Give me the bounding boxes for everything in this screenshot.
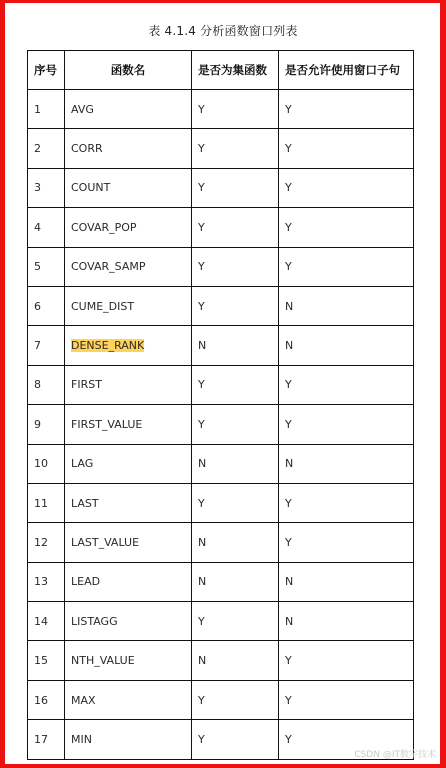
cell-function-name: LAG — [65, 444, 192, 483]
table-row — [28, 247, 414, 286]
cell-function-name: FIRST — [65, 365, 192, 404]
cell-allows-window-clause: N — [279, 444, 414, 483]
table-row — [28, 208, 414, 247]
table-caption: 表 4.1.4 分析函数窗口列表 — [148, 24, 298, 38]
cell-index: 2 — [28, 129, 65, 168]
cell-function-name — [65, 326, 192, 365]
table-row — [28, 483, 414, 522]
cell-is-aggregate: Y — [192, 365, 279, 404]
cell-index: 10 — [28, 444, 65, 483]
cell-index: 4 — [28, 208, 65, 247]
cell-index: 11 — [28, 483, 65, 522]
table-row — [28, 365, 414, 404]
table-row — [28, 641, 414, 680]
cell-function-name: LEAD — [65, 562, 192, 601]
table-row — [28, 129, 414, 168]
cell-allows-window-clause: Y — [279, 247, 414, 286]
cell-function-name: NTH_VALUE — [65, 641, 192, 680]
header-is-aggregate: 是否为集函数 — [192, 51, 279, 90]
cell-allows-window-clause: Y — [279, 168, 414, 207]
cell-allows-window-clause: Y — [279, 405, 414, 444]
cell-allows-window-clause: N — [279, 602, 414, 641]
table-row — [28, 326, 414, 365]
cell-allows-window-clause: Y — [279, 90, 414, 129]
cell-allows-window-clause: N — [279, 326, 414, 365]
cell-index: 17 — [28, 720, 65, 759]
cell-allows-window-clause: N — [279, 286, 414, 325]
table-row — [28, 168, 414, 207]
cell-function-name: LISTAGG — [65, 602, 192, 641]
cell-is-aggregate: Y — [192, 602, 279, 641]
cell-is-aggregate: Y — [192, 405, 279, 444]
cell-index: 3 — [28, 168, 65, 207]
cell-is-aggregate: N — [192, 444, 279, 483]
cell-is-aggregate: Y — [192, 90, 279, 129]
table-row — [28, 90, 414, 129]
cell-allows-window-clause: Y — [279, 680, 414, 719]
cell-function-name: LAST_VALUE — [65, 523, 192, 562]
table-row — [28, 286, 414, 325]
cell-is-aggregate: Y — [192, 720, 279, 759]
cell-is-aggregate: Y — [192, 680, 279, 719]
function-table — [27, 50, 414, 760]
cell-allows-window-clause: Y — [279, 523, 414, 562]
table-row — [28, 680, 414, 719]
header-allows-window-clause: 是否允许使用窗口子句 — [279, 51, 414, 90]
cell-function-name: CORR — [65, 129, 192, 168]
cell-index: 7 — [28, 326, 65, 365]
watermark: CSDN @IT数字技术 — [354, 750, 436, 760]
cell-index: 12 — [28, 523, 65, 562]
cell-is-aggregate: Y — [192, 247, 279, 286]
table-row — [28, 602, 414, 641]
table-row — [28, 523, 414, 562]
header-index: 序号 — [28, 51, 65, 90]
cell-index: 8 — [28, 365, 65, 404]
header-function-name: 函数名 — [65, 51, 192, 90]
cell-index: 13 — [28, 562, 65, 601]
table-body — [28, 90, 414, 760]
table-row — [28, 405, 414, 444]
cell-function-name: COVAR_POP — [65, 208, 192, 247]
cell-allows-window-clause: Y — [279, 720, 414, 759]
cell-index: 6 — [28, 286, 65, 325]
cell-index: 15 — [28, 641, 65, 680]
cell-function-name: MAX — [65, 680, 192, 719]
cell-is-aggregate: N — [192, 326, 279, 365]
cell-is-aggregate: N — [192, 562, 279, 601]
cell-is-aggregate: Y — [192, 208, 279, 247]
cell-index: 14 — [28, 602, 65, 641]
cell-index: 16 — [28, 680, 65, 719]
cell-is-aggregate: N — [192, 523, 279, 562]
cell-function-name: COVAR_SAMP — [65, 247, 192, 286]
cell-index: 1 — [28, 90, 65, 129]
cell-index: 9 — [28, 405, 65, 444]
cell-allows-window-clause: Y — [279, 129, 414, 168]
cell-function-name: FIRST_VALUE — [65, 405, 192, 444]
cell-function-name: MIN — [65, 720, 192, 759]
cell-is-aggregate: Y — [192, 483, 279, 522]
cell-is-aggregate: N — [192, 641, 279, 680]
cell-allows-window-clause: Y — [279, 365, 414, 404]
cell-function-name: COUNT — [65, 168, 192, 207]
cell-allows-window-clause: Y — [279, 208, 414, 247]
cell-function-name: CUME_DIST — [65, 286, 192, 325]
cell-is-aggregate: Y — [192, 168, 279, 207]
cell-function-name: LAST — [65, 483, 192, 522]
highlighted-function-name: DENSE_RANK — [71, 339, 145, 353]
table-row — [28, 562, 414, 601]
cell-allows-window-clause: N — [279, 562, 414, 601]
cell-allows-window-clause: Y — [279, 483, 414, 522]
table-row — [28, 444, 414, 483]
cell-is-aggregate: Y — [192, 129, 279, 168]
cell-is-aggregate: Y — [192, 286, 279, 325]
cell-allows-window-clause: Y — [279, 641, 414, 680]
cell-function-name: AVG — [65, 90, 192, 129]
table-header-row — [28, 51, 414, 90]
cell-index: 5 — [28, 247, 65, 286]
